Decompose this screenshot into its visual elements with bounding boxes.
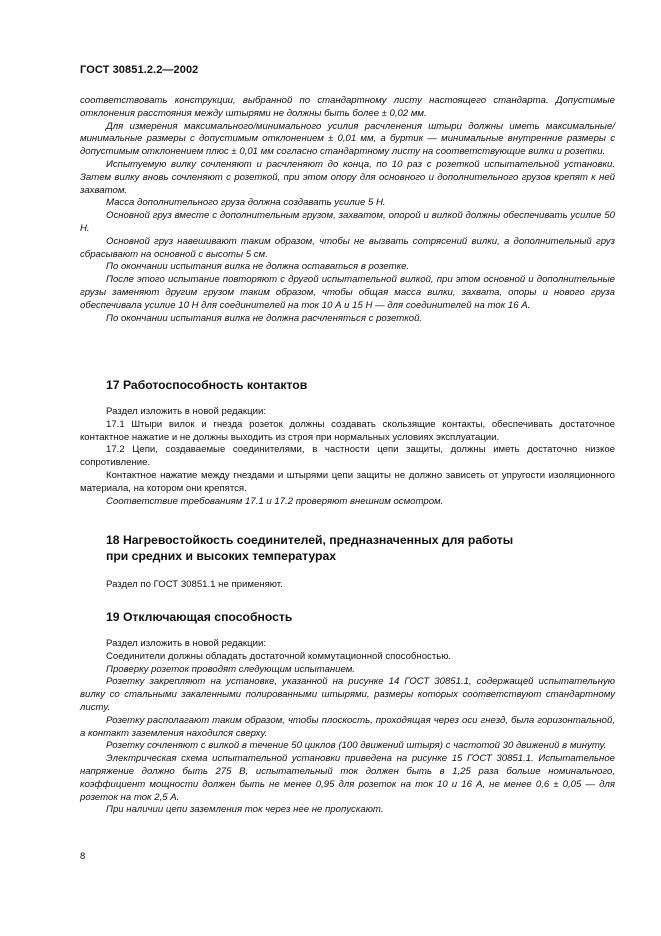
paragraph: Соответствие требованиям 17.1 и 17.2 проверяют внешним осмотром. — [106, 495, 444, 507]
page-number: 8 — [80, 851, 86, 862]
paragraph: Основной груз навешивают таким образом, чтобы не вызвать сотрясений вилки, а дополнительный груз сбрасывают на основной с высоты 5 см. — [80, 235, 615, 260]
paragraph: По окончании испытания вилка не должна оставаться в розетке. — [106, 261, 410, 273]
paragraph: После этого испытание повторяют с другой испытательной вилкой, при этом основной и дополнительные грузы заменяют другим грузом таким образом, чтобы общая масса вилки, захвата, опоры и нового груза обеспечивала усилие 10 Н для соединителей на ток 10 А и 15 Н — для соединителей на ток 16 А. — [80, 274, 615, 311]
section-17 — [80, 377, 615, 508]
paragraph: Раздел изложить в новой редакции: — [106, 638, 267, 649]
paragraph: Испытуемую вилку сочленяют и расчленяют до конца, по 10 раз с розеткой испытательной установки. Затем вилку вновь сочленяют с розеткой, при этом опору для основного и дополнительного грузов крепят к ней захватом. — [80, 158, 615, 196]
section-18 — [80, 532, 615, 592]
paragraph: Соединители должны обладать достаточной коммутационной способностью. — [106, 650, 452, 662]
document-header: ГОСТ 30851.2.2—2002 — [80, 64, 199, 76]
section-19 — [80, 609, 615, 817]
paragraph: Раздел по ГОСТ 30851.1 не применяют. — [106, 579, 283, 590]
paragraph: Масса дополнительного груза должна создавать усилие 5 Н. — [106, 197, 386, 209]
paragraph: Основной груз вместе с дополнительным грузом, захватом, опорой и вилкой должны обеспечивать усилие 50 Н. — [80, 210, 615, 234]
paragraph: 17.1 Штыри вилок и гнезда розеток должны создавать скользящие контакты, обеспечивать достаточное контактное нажатие и не должны выходить из строя при нормальных условиях эксплуатации. — [80, 418, 615, 443]
paragraph: Проверку розеток проводят следующим испытанием. — [106, 663, 355, 675]
paragraph-group-intro — [80, 95, 615, 325]
paragraph: Розетку закрепляют на установке, указанной на рисунке 14 ГОСТ 30851.1, содержащей испытательную вилку со стальными закаленными полированными штырями, размеры которых соответствуют стандартному листу. — [80, 676, 615, 713]
paragraph: Для измерения максимального/минимального усилия расчленения штыри должны иметь максимальные/минимальные размеры с допустимым отклонением ± 0,01 мм, а буртик — минимальные внутренние размеры с допустимым отклонением плюс ± 0,01 мм согласно стандартному листу на соответствующие вилки и розетки. — [80, 120, 615, 158]
paragraph: 17.2 Цепи, создаваемые соединителями, в частности цепи защиты, должны иметь достаточно низкое сопротивление. — [80, 444, 615, 469]
paragraph: Розетку сочленяют с вилкой в течение 50 циклов (100 движений штыря) с частотой 30 движений в минуту. — [106, 740, 607, 752]
paragraph: Розетку располагают таким образом, чтобы плоскость, проходящая через оси гнезд, была горизонтальной, а контакт заземления находился сверху. — [80, 714, 615, 739]
section-heading: 18 Нагревостойкость соединителей, предназначенных для работы — [106, 533, 514, 547]
paragraph: Контактное нажатие между гнездами и штырями цепи защиты не должно зависеть от упругости изоляционного материала, на котором они крепятся. — [80, 469, 615, 494]
paragraph: соответствовать конструкции, выбранной по стандартному листу настоящего стандарта. Допустимые отклонения расстояния между штырями не должны быть более ± 0,02 мм. — [80, 95, 615, 119]
paragraph: Раздел изложить в новой редакции: — [106, 406, 267, 417]
paragraph: По окончании испытания вилка не должна расчленяться с розеткой. — [106, 312, 423, 324]
paragraph: Электрическая схема испытательной установки приведена на рисунке 15 ГОСТ 30851.1. Испытательное напряжение должно быть 275 В, испытательный ток должен быть в 1,25 раза больше номинального, коэффициент мощности должен быть не менее 0,95 для розеток на ток 10 и 16 А, не менее 0,6 ± 0,05 — для розеток на ток 2,5 А. — [80, 753, 615, 803]
section-heading-continuation: при средних и высоких температурах — [106, 549, 337, 563]
section-heading: 19 Отключающая способность — [106, 610, 293, 624]
paragraph: При наличии цепи заземления ток через нее не пропускают. — [106, 804, 384, 816]
section-heading: 17 Работоспособность контактов — [106, 378, 308, 392]
